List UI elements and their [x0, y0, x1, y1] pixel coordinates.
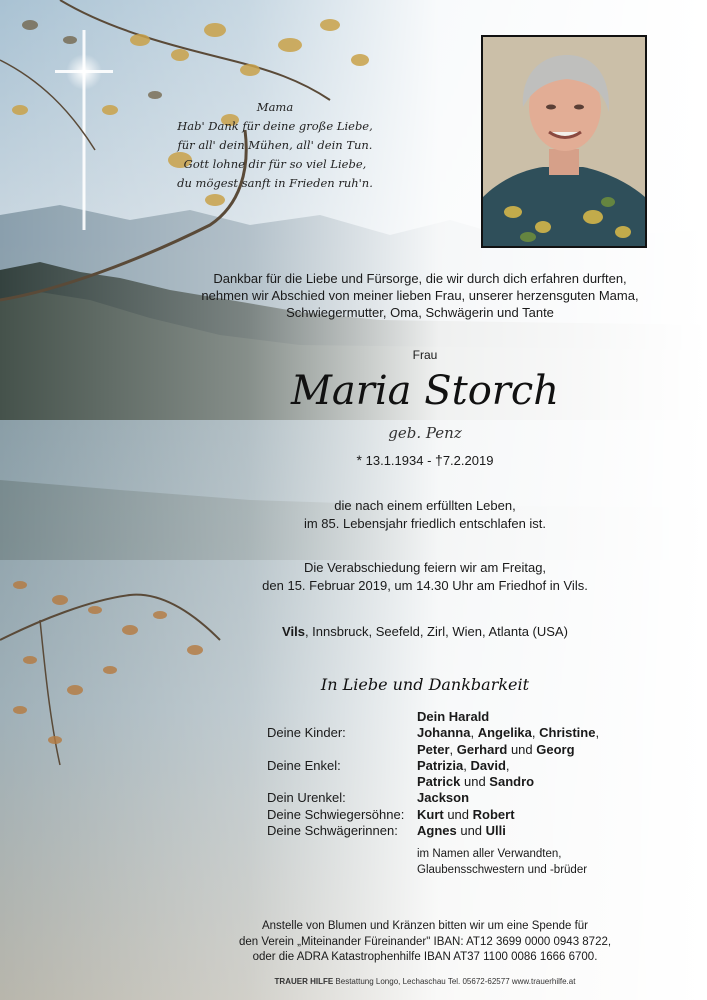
relatives-note — [417, 846, 617, 878]
grandchildren-label: Deine Enkel: — [267, 757, 341, 773]
son-in-law-name: Robert — [472, 806, 515, 822]
passing-text — [230, 497, 620, 533]
sisters-in-law-label: Deine Schwägerinnen: — [267, 823, 398, 839]
poem-line: Mama — [256, 100, 294, 114]
mourner-row-husband — [267, 709, 647, 725]
child-name: Christine — [539, 725, 596, 741]
memorial-poem — [150, 98, 400, 193]
grandchild-name: David — [470, 757, 506, 773]
child-name: Johanna — [417, 725, 471, 741]
son-in-law-name: Kurt — [417, 806, 444, 822]
places-line — [230, 624, 620, 639]
footer-brand: TRAUER HILFE — [274, 977, 334, 986]
grandchild-name: Sandro — [489, 774, 535, 790]
death-date: 7.2.2019 — [442, 453, 494, 468]
funeral-announcement — [210, 559, 640, 595]
birth-name: geb. Penz — [388, 424, 462, 442]
children-label: Deine Kinder: — [267, 725, 346, 741]
thanks-heading: In Liebe und Dankbarkeit — [320, 675, 530, 694]
child-name: Angelika — [477, 725, 532, 741]
mourner-row-grandchildren: Deine Enkel: Patrizia, David, — [267, 757, 510, 773]
poem-line: Hab' Dank für deine große Liebe, — [177, 119, 373, 133]
funeral-line: Die Verabschiedung feiern wir am Freitag, — [303, 560, 547, 575]
footer-text: Bestattung Longo, Lechaschau Tel. 05672-62577 www.trauerhilfe.at — [333, 977, 576, 986]
donation-line: oder die ADRA Katastrophenhilfe IBAN AT37 1100 0086 1666 6700. — [252, 951, 598, 963]
great-grandchild-label: Dein Urenkel: — [267, 790, 346, 806]
birth-date: 13.1.1934 - — [365, 453, 432, 468]
life-dates — [330, 452, 520, 468]
death-cross-icon: † — [435, 452, 443, 468]
child-name: Peter — [417, 741, 450, 757]
intro-line: Dankbar für die Liebe und Fürsorge, die wir durch dich erfahren durften, — [213, 271, 627, 286]
footer-imprint — [200, 977, 650, 986]
child-name: Georg — [536, 741, 575, 757]
mourner-row-great-grandchild — [267, 790, 647, 806]
poem-line: für all' dein Mühen, all' dein Tun. — [177, 138, 373, 152]
intro-line: Schwiegermutter, Oma, Schwägerin und Tante — [286, 305, 554, 320]
mourner-row-sisters-in-law: Deine Schwägerinnen: Agnes und Ulli — [267, 823, 506, 839]
sister-in-law-name: Agnes — [417, 823, 457, 839]
birth-star-icon: * — [356, 452, 362, 468]
mourner-row-children: Deine Kinder: Johanna, Angelika, Christine, — [267, 725, 600, 741]
mourners-list — [267, 709, 647, 839]
husband-name: Dein Harald — [417, 709, 490, 724]
great-grandchild-name: Jackson — [417, 790, 470, 806]
donation-line: Anstelle von Blumen und Kränzen bitten wir um eine Spende für — [261, 920, 589, 932]
grandchild-name: Patrick — [417, 774, 461, 790]
funeral-line: den 15. Februar 2019, um 14.30 Uhr am Friedhof in Vils. — [262, 578, 588, 593]
grandchild-name: Patrizia — [417, 757, 464, 773]
intro-line: nehmen wir Abschied von meiner lieben Frau, unserer herzensguten Mama, — [201, 288, 639, 303]
deceased-name: Maria Storch — [290, 368, 560, 414]
donation-line: den Verein „Miteinander Füreinander" IBAN: AT12 3699 0000 0943 8722, — [238, 935, 612, 948]
child-name: Gerhard — [456, 741, 508, 757]
note-line: im Namen aller Verwandten, — [417, 848, 562, 860]
passing-line: die nach einem erfüllten Leben, — [334, 498, 516, 513]
places-rest: , Innsbruck, Seefeld, Zirl, Wien, Atlanta (USA) — [304, 624, 568, 639]
sister-in-law-name: Ulli — [485, 823, 506, 839]
mourner-row-sons-in-law: Deine Schwiegersöhne: Kurt und Robert — [267, 806, 515, 822]
intro-text — [170, 270, 670, 321]
mourner-row-grandchildren-cont: Patrick und Sandro — [417, 774, 535, 790]
poem-line: du mögest sanft in Frieden ruh'n. — [177, 176, 373, 190]
donation-request — [200, 919, 650, 966]
passing-line: im 85. Lebensjahr friedlich entschlafen ist. — [303, 516, 547, 531]
portrait-photo — [481, 35, 647, 248]
place-first: Vils — [282, 624, 305, 639]
sons-in-law-label: Deine Schwiegersöhne: — [267, 806, 405, 822]
salutation: Frau — [412, 348, 438, 362]
note-line: Glaubensschwestern und -brüder — [417, 864, 588, 876]
poem-line: Gott lohne dir für so viel Liebe, — [183, 157, 367, 171]
mourner-row-children-cont: Peter, Gerhard und Georg — [417, 741, 575, 757]
